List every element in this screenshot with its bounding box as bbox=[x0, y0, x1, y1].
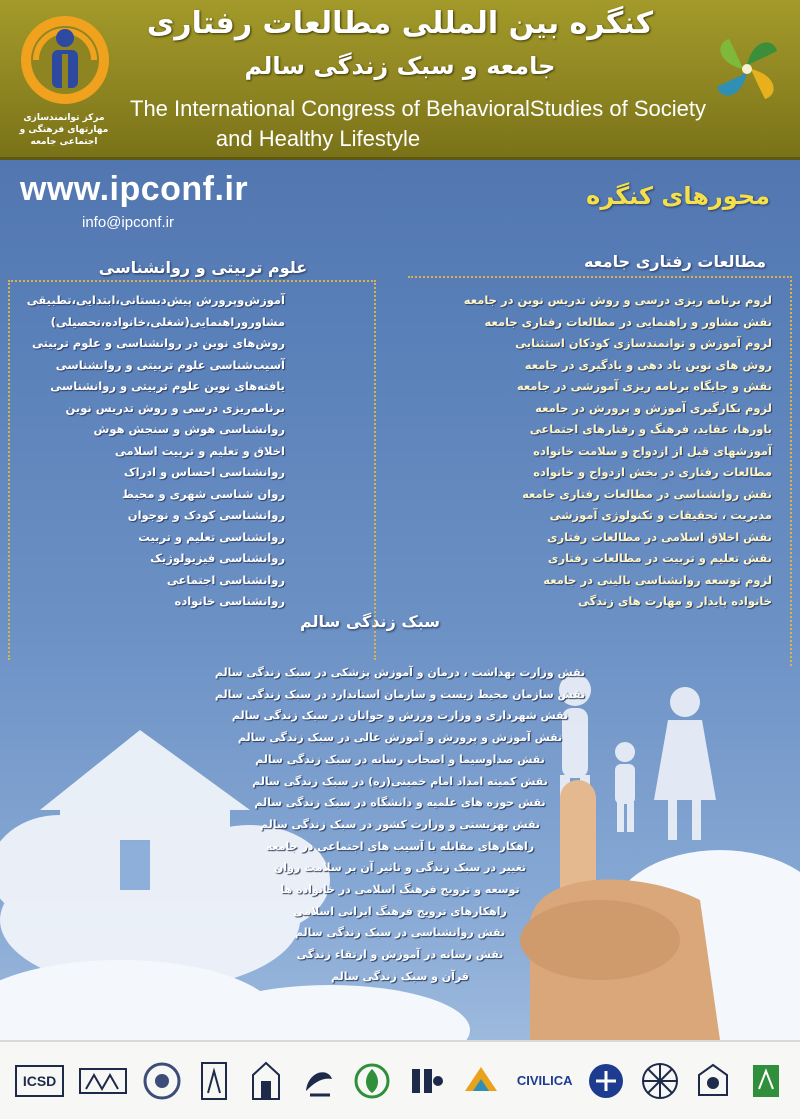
list-item: راهکارهای مقابله با آسیب های اجتماعی در جامعه bbox=[265, 839, 535, 853]
website-link[interactable]: www.ipconf.ir bbox=[20, 170, 249, 208]
sponsor-logos-bar bbox=[0, 1040, 800, 1119]
list-item: روانشناسی هوش و سنجش هوش bbox=[93, 422, 285, 436]
sponsor-logo-icon bbox=[747, 1055, 785, 1107]
email-link[interactable]: info@ipconf.ir bbox=[82, 214, 174, 231]
logo-caption: مرکز توانمندسازی مهارتهای فرهنگی و اجتماعی جامعه bbox=[19, 113, 109, 147]
sponsor-logo-icon bbox=[142, 1055, 182, 1107]
sponsor-logo-icon bbox=[195, 1055, 233, 1107]
list-item: برنامه‌ریزی درسی و روش تدریس نوین bbox=[65, 400, 285, 415]
list-item: آسیب‌شناسی علوم تربیتی و روانشناسی bbox=[55, 357, 285, 372]
congress-pinwheel-logo-icon bbox=[702, 24, 792, 114]
list-item: نقش مشاور و راهنمایی در مطالعات رفتاری جامعه bbox=[484, 314, 772, 329]
sponsor-logo-icon bbox=[459, 1055, 503, 1107]
list-item: روان شناسی شهری و محیط bbox=[122, 486, 285, 501]
list-item: روش‌های نوین در روانشناسی و علوم تربیتی bbox=[31, 336, 285, 350]
civilica-logo-icon bbox=[517, 1055, 573, 1107]
list-item: آموزشهای قبل از ازدواج و سلامت خانواده bbox=[533, 443, 772, 458]
heading-education-psychology: علوم تربیتی و روانشناسی bbox=[98, 258, 308, 277]
heading-healthy-lifestyle: سبک زندگی سالم bbox=[299, 612, 441, 631]
title-english-line1: The International Congress of BehavioralStudies of Society bbox=[130, 96, 706, 121]
list-item: روانشناسی اجتماعی bbox=[166, 572, 285, 587]
list-item: نقش و جایگاه برنامه ریزی آموزشی در جامعه bbox=[516, 379, 772, 393]
list-item: لزوم توسعه روانشناسی بالینی در جامعه bbox=[543, 572, 772, 587]
list-item: مشاوروراهنمایی(شغلی،خانواده،تحصیلی) bbox=[50, 314, 285, 329]
education-topics-list bbox=[27, 290, 285, 613]
list-item: نقش سازمان محیط زیست و سازمان استاندارد در سبک زندگی سالم bbox=[214, 687, 586, 701]
sponsor-logo-icon bbox=[640, 1055, 680, 1107]
list-item: نقش کمیته امداد امام خمینی(ره) در سبک زندگی سالم bbox=[252, 774, 548, 788]
list-item: لزوم بکارگیری آموزش و پرورش در جامعه bbox=[535, 400, 772, 415]
list-item: اخلاق و تعلیم و تربیت اسلامی bbox=[114, 443, 285, 458]
list-item: روانشناسی تعلیم و تربیت bbox=[138, 529, 285, 544]
sponsor-logo-icon bbox=[586, 1055, 626, 1107]
list-item: نقش رسانه در آموزش و ارتقاء زندگی bbox=[296, 948, 504, 962]
list-item: توسعه و ترویج فرهنگ اسلامی در خانواده ها bbox=[280, 883, 520, 897]
list-item: نقش شهرداری و وزارت ورزش و جوانان در سبک زندگی سالم bbox=[231, 709, 569, 723]
sponsor-logo-icon bbox=[78, 1055, 128, 1107]
civilica-text: CIVILICA bbox=[516, 1073, 573, 1088]
list-item: نقش تعلیم و تربیت در مطالعات رفتاری bbox=[547, 551, 772, 565]
list-item: نقش روانشناسی در سبک زندگی سالم bbox=[294, 926, 506, 940]
list-item: قرآن و سبک زندگی سالم bbox=[331, 969, 469, 983]
list-item: نقش روانشناسی در مطالعات رفتاری جامعه bbox=[522, 486, 772, 501]
list-item: روانشناسی کودک و نوجوان bbox=[127, 508, 285, 522]
list-item: لزوم آموزش و توانمندسازی کودکان استثنایی bbox=[515, 336, 772, 350]
healthy-lifestyle-topics-list bbox=[140, 662, 660, 988]
sponsor-logo-icon bbox=[352, 1055, 392, 1107]
list-item: مدیریت ، تحقیقات و تکنولوژی آموزشی bbox=[549, 508, 772, 522]
list-item: خانواده پایدار و مهارت های زندگی bbox=[577, 594, 772, 608]
header-banner bbox=[0, 0, 800, 160]
list-item: روانشناسی فیزیولوژیک bbox=[150, 551, 285, 565]
sponsor-logo-icon bbox=[247, 1055, 285, 1107]
list-item: یافته‌های نوین علوم تربیتی و روانشناسی bbox=[50, 379, 285, 393]
behavioral-topics-list bbox=[464, 290, 772, 613]
list-item: نقش حوزه های علمیه و دانشگاه در سبک زندگی سالم bbox=[254, 796, 546, 810]
title-persian-line2: جامعه و سبک زندگی سالم bbox=[244, 52, 556, 80]
list-item: آموزش‌وپرورش پیش‌دبستانی،ابتدایی،تطبیقی bbox=[26, 293, 285, 307]
list-item: مطالعات رفتاری در بخش ازدواج و خانواده bbox=[533, 465, 772, 479]
list-item: راهکارهای ترویج فرهنگ ایرانی اسلامی bbox=[293, 904, 507, 918]
list-item: باورها، عقاید، فرهنگ و رفتارهای اجتماعی bbox=[529, 422, 772, 436]
list-item: روش های نوین یاد دهی و یادگیری در جامعه bbox=[524, 357, 772, 372]
title-persian-line1: کنگره بین المللی مطالعات رفتاری bbox=[146, 6, 654, 41]
icsd-logo-icon: ICSD bbox=[15, 1065, 64, 1097]
congress-axes-title: محورهای کنگره bbox=[586, 182, 770, 210]
list-item: نقش وزارت بهداشت ، درمان و آموزش پزشکی در سبک زندگی سالم bbox=[214, 666, 586, 679]
title-english-line2: and Healthy Lifestyle bbox=[215, 126, 421, 151]
sponsor-logo-icon bbox=[693, 1055, 733, 1107]
sponsor-logo-icon bbox=[406, 1055, 446, 1107]
list-item: لزوم برنامه ریزی درسی و روش تدریس نوین در جامعه bbox=[463, 293, 772, 307]
list-item: تغییر در سبک زندگی و تاثیر آن بر سلامت روان bbox=[273, 861, 527, 875]
list-item: نقش آموزش و پرورش و آموزش عالی در سبک زندگی سالم bbox=[237, 731, 563, 745]
list-item: نقش بهزیستی و وزارت کشور در سبک زندگی سالم bbox=[260, 817, 540, 831]
list-item: روانشناسی احساس و ادراک bbox=[123, 465, 285, 479]
heading-behavioral-studies: مطالعات رفتاری جامعه bbox=[583, 252, 766, 271]
list-item: نقش اخلاق اسلامی در مطالعات رفتاری bbox=[546, 529, 772, 544]
list-item: نقش صداوسیما و اصحاب رسانه در سبک زندگی سالم bbox=[255, 752, 545, 766]
sponsor-logo-icon bbox=[298, 1055, 338, 1107]
list-item: روانشناسی خانواده bbox=[174, 594, 285, 608]
